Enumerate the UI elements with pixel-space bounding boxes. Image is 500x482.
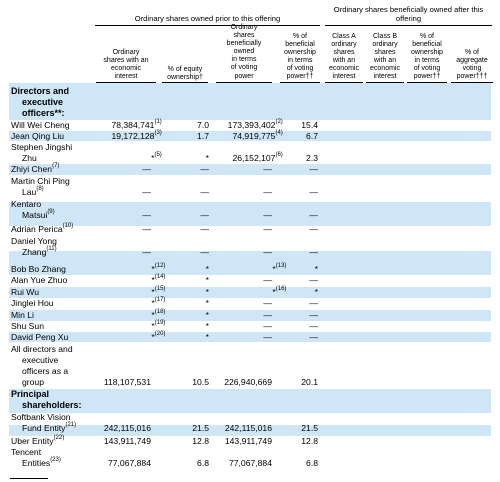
row-band bbox=[9, 251, 491, 275]
col-header-line: interest bbox=[332, 73, 356, 81]
col-header-line: ownership bbox=[411, 49, 443, 57]
beneficial-shares-cell bbox=[225, 436, 272, 446]
equity-pct-cell bbox=[206, 310, 209, 320]
beneficial-shares-cell-value: — bbox=[263, 210, 272, 220]
ordinary-shares-cell bbox=[104, 377, 151, 387]
row-name-footnote: (8) bbox=[36, 186, 44, 192]
ordinary-shares-cell-footnote: (5) bbox=[154, 152, 162, 158]
equity-pct-cell-value: * bbox=[205, 332, 209, 342]
beneficial-shares-cell bbox=[263, 332, 272, 342]
ordinary-shares-cell-footnote: (1) bbox=[154, 119, 162, 125]
col-header-class-b bbox=[365, 33, 405, 82]
ordinary-shares-cell bbox=[142, 224, 151, 234]
ordinary-shares-cell bbox=[142, 210, 151, 220]
ordinary-shares-cell bbox=[151, 287, 165, 297]
col-header-line: ownership bbox=[284, 49, 316, 57]
row-name-line: Entities$^{(23)}$ bbox=[22, 457, 61, 468]
footnote-rule bbox=[10, 478, 48, 479]
row-name-line: Bob Bo Zhang bbox=[11, 264, 66, 274]
ordinary-shares-cell-value: 118,107,531 bbox=[103, 377, 151, 387]
ordinary-shares-cell bbox=[151, 332, 165, 342]
row-name-line: Zhu bbox=[22, 153, 37, 163]
equity-pct-cell bbox=[206, 321, 209, 331]
row-name-line: Softbank Vision bbox=[11, 412, 71, 422]
header-rule bbox=[96, 82, 156, 83]
row-name-line: Min Li bbox=[11, 310, 34, 320]
voting-pct-cell-value: — bbox=[309, 164, 318, 174]
voting-pct-cell bbox=[309, 298, 318, 308]
voting-pct-cell bbox=[309, 224, 318, 234]
equity-pct-cell bbox=[192, 377, 209, 387]
ordinary-shares-cell bbox=[104, 436, 151, 446]
beneficial-shares-cell-footnote: (2) bbox=[275, 119, 283, 125]
col-header-line: Ordinary bbox=[112, 49, 140, 56]
col-header-line: power††† bbox=[456, 73, 488, 81]
ordinary-shares-cell bbox=[108, 458, 151, 468]
equity-pct-cell bbox=[192, 423, 209, 433]
section-line: executive bbox=[22, 97, 64, 107]
equity-pct-cell bbox=[206, 332, 209, 342]
col-header-line: economic bbox=[370, 65, 400, 73]
voting-pct-cell bbox=[309, 210, 318, 220]
voting-pct-cell bbox=[309, 187, 318, 197]
col-header-line: of voting bbox=[286, 65, 314, 73]
row-name-line: Jean Qing Liu bbox=[11, 131, 65, 141]
row-name-line: Matsui$^{(9)}$ bbox=[22, 209, 55, 220]
beneficial-shares-cell-value: — bbox=[263, 310, 272, 320]
beneficial-shares-cell-footnote: (6) bbox=[275, 152, 283, 158]
equity-pct-cell-value: 21.5 bbox=[192, 423, 209, 433]
voting-pct-cell bbox=[309, 321, 318, 331]
section-line: Directors and bbox=[11, 86, 70, 96]
voting-pct-cell bbox=[315, 264, 318, 274]
row-name bbox=[11, 131, 64, 142]
col-header-line: % of equity bbox=[167, 66, 203, 73]
voting-pct-cell bbox=[309, 310, 318, 320]
col-header-line: beneficial bbox=[285, 41, 315, 49]
col-header-line: owned bbox=[233, 48, 255, 56]
ordinary-shares-cell-footnote: (17) bbox=[154, 297, 166, 303]
row-name-line: officers as a bbox=[22, 366, 69, 376]
row-name-line: Zhang$^{(11)}$ bbox=[22, 246, 57, 257]
ordinary-shares-cell-value: * bbox=[151, 287, 155, 297]
row-name bbox=[11, 142, 72, 164]
beneficial-shares-cell bbox=[263, 164, 272, 174]
row-name-line: Kentaro bbox=[11, 199, 42, 209]
ordinary-shares-cell-value: * bbox=[151, 153, 155, 163]
beneficial-shares-cell-value: * bbox=[272, 287, 276, 297]
equity-pct-cell-value: — bbox=[200, 224, 209, 234]
beneficial-shares-cell bbox=[263, 310, 272, 320]
beneficial-shares-cell-value: — bbox=[263, 298, 272, 308]
row-name bbox=[11, 164, 59, 175]
row-name bbox=[11, 436, 64, 447]
ordinary-shares-cell-value: — bbox=[142, 187, 151, 197]
row-name-footnote: (9) bbox=[47, 209, 55, 215]
ordinary-shares-cell-footnote: (18) bbox=[154, 309, 166, 315]
equity-pct-cell-value: — bbox=[200, 164, 209, 174]
col-header-line: shares with an bbox=[103, 57, 149, 65]
beneficial-shares-cell-value: 26,152,107 bbox=[232, 153, 276, 163]
row-name bbox=[11, 224, 73, 235]
voting-pct-cell-value: — bbox=[309, 187, 318, 197]
group-rule-prior bbox=[95, 25, 320, 26]
row-band bbox=[9, 83, 491, 120]
ordinary-shares-cell bbox=[142, 164, 151, 174]
col-header-line: economic bbox=[329, 65, 359, 73]
row-name-line: Will Wei Cheng bbox=[11, 120, 70, 130]
beneficial-shares-cell bbox=[263, 321, 272, 331]
equity-pct-cell-value: * bbox=[205, 275, 209, 285]
beneficial-shares-cell bbox=[229, 458, 272, 468]
equity-pct-cell bbox=[200, 187, 209, 197]
header-rule bbox=[407, 82, 447, 83]
row-name-line: Fund Entity$^{(21)}$ bbox=[22, 422, 77, 433]
col-header-ordinary-shares bbox=[95, 49, 157, 81]
ordinary-shares-cell bbox=[142, 247, 151, 257]
voting-pct-cell-value: * bbox=[314, 287, 318, 297]
col-header-line: of voting bbox=[230, 64, 258, 72]
row-name bbox=[11, 199, 55, 221]
row-name-footnote: (22) bbox=[53, 435, 65, 441]
beneficial-shares-cell bbox=[228, 120, 283, 130]
ordinary-shares-cell bbox=[142, 187, 151, 197]
col-header-line: beneficial bbox=[412, 41, 442, 49]
equity-pct-cell bbox=[200, 164, 209, 174]
equity-pct-cell bbox=[206, 153, 209, 163]
voting-pct-cell-value: 6.8 bbox=[306, 458, 318, 468]
beneficial-shares-cell-value: 74,919,775 bbox=[232, 131, 276, 141]
col-header-line: power bbox=[234, 72, 254, 80]
row-band bbox=[9, 332, 491, 342]
voting-pct-cell-value: 6.7 bbox=[306, 131, 318, 141]
equity-pct-cell-value: * bbox=[205, 153, 209, 163]
beneficial-shares-cell bbox=[272, 264, 286, 274]
row-name bbox=[11, 321, 44, 332]
row-name-footnote: (23) bbox=[50, 457, 61, 463]
section-line: officers**: bbox=[22, 108, 65, 118]
ordinary-shares-cell bbox=[111, 131, 161, 141]
beneficial-shares-cell-value: — bbox=[263, 224, 272, 234]
col-header-line: economic bbox=[111, 65, 141, 73]
voting-pct-cell bbox=[315, 287, 318, 297]
voting-pct-cell-value: — bbox=[309, 224, 318, 234]
col-header-line: ordinary bbox=[372, 41, 398, 49]
ordinary-shares-cell-footnote: (15) bbox=[154, 286, 166, 292]
row-name-line: Tencent bbox=[11, 447, 42, 457]
voting-pct-cell bbox=[309, 247, 318, 257]
row-name-line: Adrian Perica$^{(10)}$ bbox=[11, 223, 74, 234]
beneficial-shares-cell bbox=[232, 131, 282, 141]
col-header-line: Ordinary bbox=[230, 24, 258, 31]
row-name-line: Stephen Jingshi bbox=[11, 142, 73, 152]
ordinary-shares-cell-value: * bbox=[151, 275, 155, 285]
ordinary-shares-cell-value: — bbox=[142, 164, 151, 174]
col-header-line: power†† bbox=[413, 73, 441, 81]
equity-pct-cell-value: — bbox=[200, 210, 209, 220]
voting-pct-cell-value: — bbox=[309, 275, 318, 285]
beneficial-shares-cell bbox=[272, 287, 286, 297]
row-name bbox=[11, 298, 54, 309]
ordinary-shares-cell bbox=[151, 264, 165, 274]
equity-pct-cell bbox=[206, 298, 209, 308]
voting-pct-cell-value: — bbox=[309, 247, 318, 257]
col-header-voting-power-after bbox=[405, 33, 449, 82]
group-header-after-2: offering bbox=[395, 14, 422, 23]
beneficial-shares-cell-value: — bbox=[263, 275, 272, 285]
equity-pct-cell-value: * bbox=[205, 264, 209, 274]
row-name bbox=[11, 287, 39, 298]
section-line: shareholders: bbox=[22, 400, 82, 410]
beneficial-shares-cell-value: — bbox=[263, 187, 272, 197]
equity-pct-cell-value: — bbox=[200, 187, 209, 197]
col-header-line: with an bbox=[332, 57, 356, 65]
ordinary-shares-cell-value: * bbox=[151, 310, 155, 320]
beneficial-shares-cell-value: 77,067,884 bbox=[228, 458, 272, 468]
col-header-line: in terms bbox=[287, 57, 313, 65]
beneficial-shares-cell-value: 173,393,402 bbox=[227, 120, 276, 130]
voting-pct-cell-value: — bbox=[309, 321, 318, 331]
group-header-after-1: Ordinary shares beneficially owned after this bbox=[333, 5, 484, 14]
col-header-class-a bbox=[324, 33, 364, 82]
equity-pct-cell-value: * bbox=[205, 321, 209, 331]
beneficial-shares-cell-footnote: (13) bbox=[275, 263, 287, 269]
row-name bbox=[11, 275, 67, 286]
voting-pct-cell-value: 21.5 bbox=[301, 423, 318, 433]
ordinary-shares-cell-value: 143,911,749 bbox=[103, 436, 151, 446]
equity-pct-cell-value: * bbox=[205, 310, 209, 320]
equity-pct-cell-value: 7.0 bbox=[197, 120, 209, 130]
row-name bbox=[11, 264, 66, 275]
voting-pct-cell-value: 12.8 bbox=[301, 436, 318, 446]
row-name-line: David Peng Xu bbox=[11, 332, 69, 342]
group-rule-after bbox=[325, 25, 492, 26]
beneficial-shares-cell-value: — bbox=[263, 321, 272, 331]
equity-pct-cell-value: * bbox=[205, 298, 209, 308]
col-header-equity-ownership bbox=[160, 66, 210, 82]
voting-pct-cell-value: — bbox=[309, 210, 318, 220]
header-rule bbox=[162, 82, 208, 83]
voting-pct-cell-value: 20.1 bbox=[301, 377, 318, 387]
beneficial-shares-cell bbox=[225, 423, 272, 433]
col-header-line: % of bbox=[464, 49, 479, 56]
col-header-voting-power-prior bbox=[278, 33, 322, 82]
voting-pct-cell-value: 15.4 bbox=[301, 120, 318, 130]
equity-pct-cell-value: 10.5 bbox=[192, 377, 209, 387]
ordinary-shares-cell-value: * bbox=[151, 298, 155, 308]
ordinary-shares-cell-value: — bbox=[142, 247, 151, 257]
row-name-footnote: (11) bbox=[46, 246, 57, 252]
voting-pct-cell bbox=[301, 423, 318, 433]
voting-pct-cell-value: 2.3 bbox=[306, 153, 318, 163]
ordinary-shares-cell bbox=[104, 423, 151, 433]
beneficial-shares-cell bbox=[263, 298, 272, 308]
col-header-line: Class B bbox=[372, 33, 398, 40]
beneficial-shares-cell bbox=[263, 247, 272, 257]
col-header-line: interest bbox=[114, 73, 138, 81]
row-name-line: Uber Entity$^{(22)}$ bbox=[11, 435, 65, 446]
beneficial-shares-cell-footnote: (4) bbox=[275, 130, 283, 136]
group-header-prior: Ordinary shares owned prior to this offering bbox=[134, 14, 281, 23]
row-name-line: Jinglei Hou bbox=[11, 298, 54, 308]
ordinary-shares-cell-value: * bbox=[151, 332, 155, 342]
row-name bbox=[11, 412, 76, 434]
row-name-line: group bbox=[22, 377, 44, 387]
col-header-line: ownership† bbox=[167, 74, 203, 82]
ordinary-shares-cell-value: 19,172,128 bbox=[111, 131, 155, 141]
ordinary-shares-cell-footnote: (20) bbox=[154, 331, 166, 337]
ordinary-shares-cell-footnote: (14) bbox=[154, 274, 166, 280]
header-rule bbox=[325, 82, 363, 83]
col-header-line: in terms bbox=[414, 57, 440, 65]
header-rule bbox=[451, 82, 493, 83]
row-name-footnote: (10) bbox=[62, 223, 74, 229]
row-name bbox=[11, 332, 68, 343]
section-line: Principal bbox=[11, 389, 50, 399]
equity-pct-cell bbox=[192, 436, 209, 446]
ordinary-shares-cell-value: — bbox=[142, 210, 151, 220]
col-header-line: % of bbox=[292, 33, 307, 40]
row-name-footnote: (21) bbox=[65, 422, 77, 428]
voting-pct-cell bbox=[306, 458, 318, 468]
col-header-line: shares bbox=[233, 32, 255, 40]
voting-pct-cell-value: * bbox=[314, 264, 318, 274]
col-header-line: in terms bbox=[231, 56, 257, 64]
row-name-line: All directors and bbox=[11, 344, 73, 354]
equity-pct-cell bbox=[197, 458, 209, 468]
col-header-aggregate-voting bbox=[449, 49, 495, 81]
col-header-line: ordinary bbox=[331, 41, 357, 49]
voting-pct-cell bbox=[309, 332, 318, 342]
col-header-line: interest bbox=[373, 73, 397, 81]
row-band bbox=[9, 310, 491, 321]
beneficial-shares-cell bbox=[263, 224, 272, 234]
col-header-line: of voting bbox=[413, 65, 441, 73]
voting-pct-cell bbox=[309, 275, 318, 285]
col-header-line: aggregate bbox=[456, 57, 488, 65]
row-name-line: executive bbox=[22, 355, 59, 365]
row-name-line: Daniel Yong bbox=[11, 236, 57, 246]
ordinary-shares-cell-footnote: (3) bbox=[154, 130, 162, 136]
row-name bbox=[11, 447, 61, 469]
equity-pct-cell-value: — bbox=[200, 247, 209, 257]
col-header-line: % of bbox=[419, 33, 434, 40]
col-header-line: shares bbox=[374, 49, 396, 57]
row-name bbox=[11, 120, 70, 131]
equity-pct-cell bbox=[206, 275, 209, 285]
equity-pct-cell bbox=[206, 287, 209, 297]
row-name bbox=[11, 176, 70, 198]
row-name bbox=[11, 344, 73, 388]
col-header-line: beneficially bbox=[226, 40, 262, 48]
voting-pct-cell bbox=[306, 131, 318, 141]
equity-pct-cell-value: 1.7 bbox=[197, 131, 209, 141]
equity-pct-cell bbox=[197, 131, 209, 141]
row-band bbox=[9, 202, 491, 226]
row-band bbox=[9, 287, 491, 298]
ordinary-shares-cell bbox=[151, 310, 165, 320]
row-name-line: Rui Wu bbox=[11, 287, 40, 297]
voting-pct-cell-value: — bbox=[309, 332, 318, 342]
col-header-line: power†† bbox=[286, 73, 314, 81]
row-name-line: Zhiyi Chen$^{(7)}$ bbox=[11, 163, 60, 174]
equity-pct-cell-value: 12.8 bbox=[192, 436, 209, 446]
equity-pct-cell bbox=[200, 224, 209, 234]
ordinary-shares-cell bbox=[151, 153, 162, 163]
beneficial-shares-cell-value: 242,115,016 bbox=[224, 423, 272, 433]
equity-pct-cell bbox=[200, 210, 209, 220]
ordinary-shares-cell bbox=[151, 321, 165, 331]
row-name-line: Lau$^{(8)}$ bbox=[22, 186, 44, 197]
col-header-line: shares bbox=[333, 49, 355, 57]
ordinary-shares-cell-value: * bbox=[151, 264, 155, 274]
col-header-beneficial-shares bbox=[214, 24, 274, 81]
beneficial-shares-cell-value: * bbox=[272, 264, 276, 274]
equity-pct-cell bbox=[206, 264, 209, 274]
voting-pct-cell bbox=[309, 164, 318, 174]
equity-pct-cell-value: 6.8 bbox=[197, 458, 209, 468]
ordinary-shares-cell-value: * bbox=[151, 321, 155, 331]
voting-pct-cell-value: — bbox=[309, 298, 318, 308]
equity-pct-cell bbox=[197, 120, 209, 130]
row-name-line: Martin Chi Ping bbox=[11, 176, 70, 186]
beneficial-shares-cell-value: — bbox=[263, 247, 272, 257]
beneficial-shares-cell bbox=[263, 275, 272, 285]
col-header-line: voting bbox=[462, 65, 482, 73]
section-principal bbox=[11, 389, 82, 411]
row-name-line: Shu Sun bbox=[11, 321, 44, 331]
equity-pct-cell bbox=[200, 247, 209, 257]
row-name bbox=[11, 310, 34, 321]
beneficial-shares-cell-value: — bbox=[263, 164, 272, 174]
voting-pct-cell bbox=[301, 436, 318, 446]
beneficial-shares-cell bbox=[224, 377, 272, 387]
ordinary-shares-cell bbox=[111, 120, 161, 130]
ordinary-shares-cell-value: 242,115,016 bbox=[103, 423, 151, 433]
ordinary-shares-cell-footnote: (12) bbox=[154, 263, 166, 269]
equity-pct-cell-value: * bbox=[205, 287, 209, 297]
beneficial-shares-cell-value: 143,911,749 bbox=[224, 436, 272, 446]
ordinary-shares-cell-value: 77,067,884 bbox=[107, 458, 151, 468]
beneficial-shares-cell bbox=[263, 210, 272, 220]
section-directors bbox=[11, 86, 69, 119]
header-rule bbox=[280, 82, 320, 83]
beneficial-shares-cell-value: 226,940,669 bbox=[224, 377, 272, 387]
beneficial-shares-cell bbox=[232, 153, 282, 163]
col-header-line: with an bbox=[373, 57, 397, 65]
voting-pct-cell bbox=[301, 120, 318, 130]
row-name-footnote: (7) bbox=[52, 163, 60, 169]
row-band bbox=[9, 164, 491, 175]
ordinary-shares-cell bbox=[151, 275, 165, 285]
voting-pct-cell-value: — bbox=[309, 310, 318, 320]
ordinary-shares-cell-value: 78,384,741 bbox=[111, 120, 155, 130]
col-header-line: Class A bbox=[332, 33, 356, 40]
beneficial-shares-cell bbox=[263, 187, 272, 197]
ordinary-shares-cell-value: — bbox=[142, 224, 151, 234]
beneficial-shares-cell-value: — bbox=[263, 332, 272, 342]
ordinary-shares-cell-footnote: (19) bbox=[154, 320, 166, 326]
row-name-line: Alan Yue Zhuo bbox=[11, 275, 68, 285]
voting-pct-cell bbox=[306, 153, 318, 163]
header-rule bbox=[216, 82, 272, 83]
beneficial-shares-cell-footnote: (16) bbox=[275, 286, 287, 292]
ordinary-shares-cell bbox=[151, 298, 165, 308]
row-name bbox=[11, 236, 57, 258]
header-rule bbox=[366, 82, 404, 83]
voting-pct-cell bbox=[301, 377, 318, 387]
